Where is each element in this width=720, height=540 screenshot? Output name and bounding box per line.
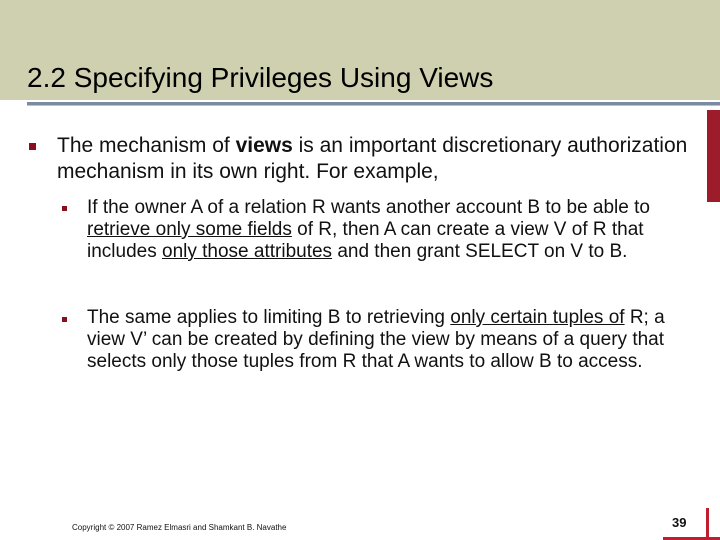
main-bullet-bold: views	[235, 134, 293, 157]
page-number: 39	[672, 515, 687, 530]
corner-accent-vertical	[706, 508, 709, 540]
sub-bullet-square-icon	[62, 206, 67, 211]
sub-bullet-1-underline-1: retrieve only some fields	[87, 219, 292, 240]
sub-bullet-1-underline-2: only those attributes	[162, 241, 333, 262]
sub-bullet-2-underline-1: only certain tuples of	[450, 307, 625, 328]
slide-title: 2.2 Specifying Privileges Using Views	[27, 62, 494, 93]
main-bullet-part1: The mechanism of	[57, 134, 236, 157]
main-bullet-text	[57, 133, 697, 185]
side-accent-bar	[707, 110, 720, 202]
sub-bullet-square-icon	[62, 317, 67, 322]
copyright-footer: Copyright © 2007 Ramez Elmasri and Shamkant B. Navathe	[72, 523, 287, 532]
sub-bullet-2-post: R; a view V’ can be created by defining the view by means of a query that selects only those tuples from R that A wants to allow B to access.	[87, 307, 665, 372]
sub-bullet-1-pre: If the owner A of a relation R wants another account B to be able to	[87, 197, 650, 218]
sub-bullet-1-post: and then grant SELECT on V to B.	[332, 241, 628, 262]
main-bullet-part2: is an important discretionary authorization mechanism in its own right. For example,	[57, 134, 688, 183]
title-rule-shadow	[27, 105, 720, 106]
bullet-square-icon	[29, 143, 36, 150]
sub-bullet-2-pre: The same applies to limiting B to retrieving	[87, 307, 451, 328]
sub-bullet-1-text	[87, 197, 692, 263]
sub-bullet-2-text	[87, 307, 692, 373]
sub-bullet-1-mid: of R, then A can create a view V of R that includes	[87, 219, 644, 262]
